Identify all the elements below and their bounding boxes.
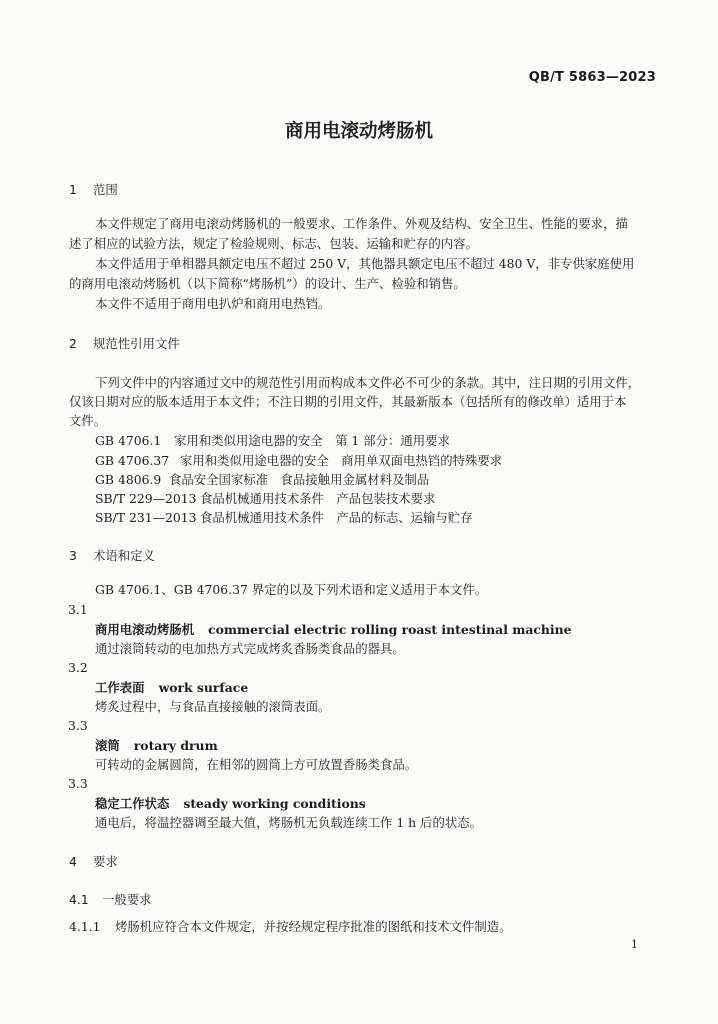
clause-number: 4.1.1 (69, 919, 101, 934)
ref-title: 食品安全国家标准 食品接触用金属材料及制品 (169, 472, 430, 487)
section-1-heading (69, 180, 118, 198)
ref-code: GB 4806.9 (95, 472, 162, 487)
term-name (95, 794, 366, 814)
scope-para-2-line-1: 本文件适用于单相器具额定电压不超过 250 V，其他器具额定电压不超过 480 V，非专供家庭使用 (95, 256, 635, 271)
term-definition: 通电后，将温控器调至最大值，烤肠机无负载连续工作 1 h 后的状态。 (95, 815, 483, 830)
term-cn: 商用电滚动烤肠机 (95, 622, 195, 637)
clause-text: 烤肠机应符合本文件规定，并按经规定程序批准的图纸和技术文件制造。 (115, 919, 512, 934)
ref-code: GB 4706.37 (95, 453, 170, 468)
section-3-heading (69, 546, 155, 564)
term-definition: 烤炙过程中，与食品直接接触的滚筒表面。 (95, 699, 331, 714)
section-number: 1 (69, 182, 77, 197)
section-title: 规范性引用文件 (93, 336, 180, 351)
terms-intro: GB 4706.1、GB 4706.37 界定的以及下列术语和定义适用于本文件。 (95, 582, 488, 597)
ref-code: SB/T 229—2013 (95, 491, 197, 506)
ref-title: 食品机械通用技术条件 产品的标志、运输与贮存 (200, 510, 473, 525)
scope-para-1-line-2: 述了相应的试验方法，规定了检验规则、标志、包装、运输和贮存的内容。 (69, 236, 478, 251)
term-number: 3.3 (68, 718, 88, 733)
scope-para-1-line-1: 本文件规定了商用电滚动烤肠机的一般要求、工作条件、外观及结构、安全卫生、性能的要求，描 (95, 216, 628, 231)
term-number: 3.3 (68, 776, 88, 791)
ref-code: GB 4706.1 (95, 433, 162, 448)
ref-item (95, 508, 473, 528)
ref-item (95, 431, 450, 451)
section-number: 2 (69, 336, 77, 351)
term-cn: 工作表面 (95, 680, 145, 695)
term-number: 3.1 (68, 602, 88, 617)
term-name (95, 736, 218, 756)
term-en: steady working conditions (183, 796, 366, 811)
term-en: rotary drum (133, 738, 218, 753)
ref-title: 家用和类似用途电器的安全 商用单双面电热铛的特殊要求 (180, 453, 503, 468)
scope-para-3: 本文件不适用于商用电扒炉和商用电热铛。 (95, 296, 331, 311)
refs-para-line-3: 文件。 (69, 413, 107, 428)
clause-4-1-1 (69, 917, 512, 937)
section-title: 要求 (93, 854, 118, 869)
ref-item (95, 451, 502, 471)
subsection-4-1-heading (69, 890, 152, 908)
ref-title: 家用和类似用途电器的安全 第 1 部分：通用要求 (174, 433, 450, 448)
section-number: 4 (69, 854, 77, 869)
section-title: 术语和定义 (93, 548, 155, 563)
subsection-title: 一般要求 (102, 892, 152, 907)
term-en: work surface (158, 680, 249, 695)
term-name (95, 620, 572, 640)
ref-item (95, 489, 435, 509)
refs-para-line-2: 仅该日期对应的版本适用于本文件；不注日期的引用文件，其最新版本（包括所有的修改单）适用于本 (69, 394, 627, 409)
ref-item (95, 470, 429, 490)
term-definition: 可转动的金属圆筒，在相邻的圆筒上方可放置香肠类食品。 (95, 757, 418, 772)
document-title: 商用电滚动烤肠机 (284, 121, 433, 142)
term-definition: 通过滚筒转动的电加热方式完成烤炙香肠类食品的器具。 (95, 641, 405, 656)
term-cn: 滚筒 (95, 738, 120, 753)
section-title: 范围 (93, 182, 118, 197)
section-number: 3 (69, 548, 77, 563)
term-cn: 稳定工作状态 (95, 796, 170, 811)
ref-code: SB/T 231—2013 (95, 510, 197, 525)
standard-number: QB/T 5863—2023 (528, 70, 656, 85)
term-en: commercial electric rolling roast intestinal machine (208, 622, 572, 637)
section-4-heading (69, 852, 118, 870)
term-number: 3.2 (68, 660, 88, 675)
page-number: 1 (631, 938, 638, 951)
subsection-number: 4.1 (69, 892, 89, 907)
term-name (95, 678, 248, 698)
section-2-heading (69, 334, 180, 352)
refs-para-line-1: 下列文件中的内容通过文中的规范性引用而构成本文件必不可少的条款。其中，注日期的引用文件， (95, 375, 641, 390)
scope-para-2-line-2: 的商用电滚动烤肠机（以下简称“烤肠机”）的设计、生产、检验和销售。 (69, 276, 466, 291)
ref-title: 食品机械通用技术条件 产品包装技术要求 (200, 491, 436, 506)
